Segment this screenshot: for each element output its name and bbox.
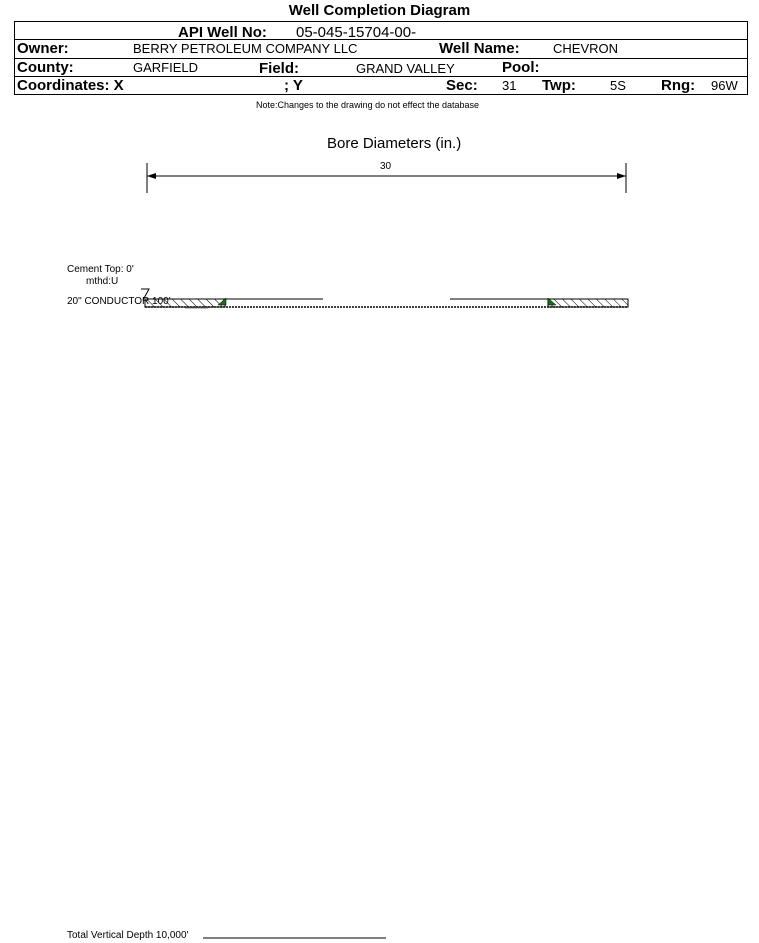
rng-value: 96W [711, 78, 738, 93]
coordinates-x-label: Coordinates: X [17, 77, 124, 94]
well-name-value: CHEVRON [553, 41, 619, 56]
county-value: GARFIELD [133, 60, 199, 75]
database-note: Note:Changes to the drawing do not effect the database [256, 100, 479, 110]
sec-value: 31 [502, 78, 517, 93]
county-label: County: [17, 59, 74, 76]
field-label: Field: [259, 60, 299, 77]
field-value: GRAND VALLEY [356, 61, 455, 76]
well-name-label: Well Name: [439, 40, 520, 57]
api-well-no-value: 05-045-15704-00- [296, 24, 417, 41]
conductor-label: 20" CONDUCTOR 100' [67, 296, 171, 307]
cement-top-label: Cement Top: 0' [67, 264, 134, 275]
owner-value: BERRY PETROLEUM COMPANY LLC [133, 41, 358, 56]
total-vertical-depth: Total Vertical Depth 10,000' [67, 930, 189, 941]
rng-label: Rng: [661, 77, 696, 94]
bore-dimension-line [147, 163, 626, 193]
sec-label: Sec: [446, 77, 478, 94]
pool-label: Pool: [502, 59, 540, 76]
cement-method-label: mthd:U [86, 276, 119, 287]
diagram-title: Well Completion Diagram [288, 2, 471, 19]
coordinates-y-label: ; Y [284, 77, 303, 94]
twp-value: 5S [610, 78, 626, 93]
owner-label: Owner: [17, 40, 69, 57]
twp-label: Twp: [542, 77, 576, 94]
api-well-no-label: API Well No: [178, 24, 267, 41]
conductor-casing-right [548, 299, 628, 307]
bore-diameters-title: Bore Diameters (in.) [327, 135, 462, 152]
bore-dimension-value: 30 [380, 161, 392, 172]
